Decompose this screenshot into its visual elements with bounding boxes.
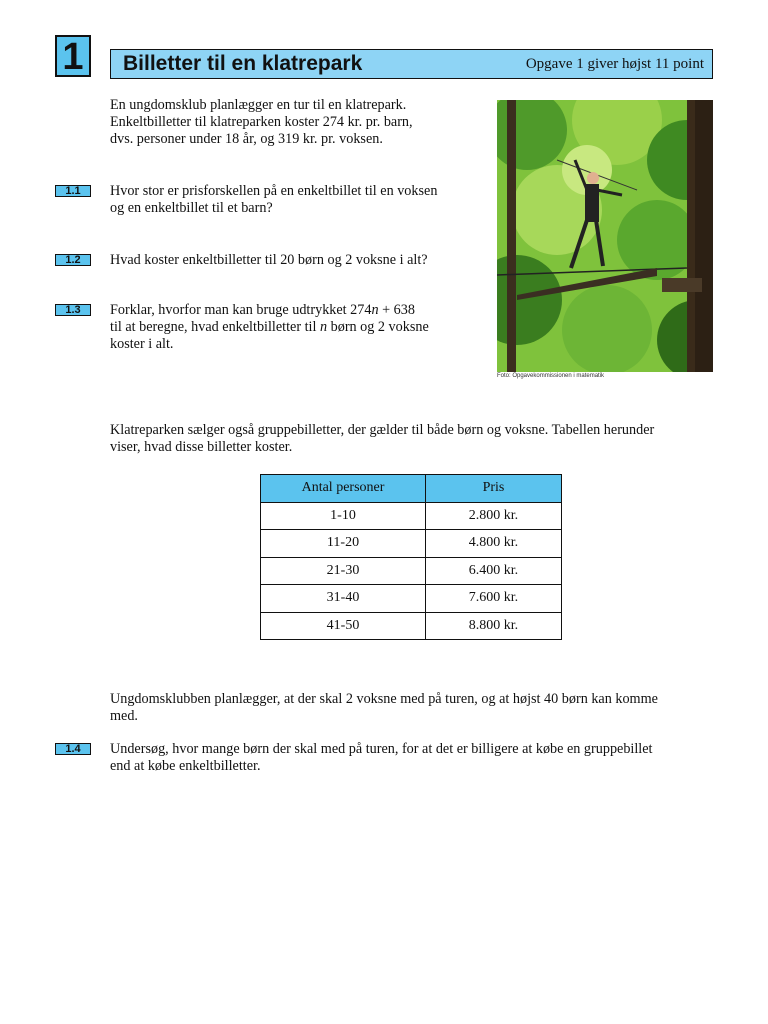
task-number-box: 1	[55, 35, 91, 77]
question-tag-1-2: 1.2	[55, 254, 91, 266]
question-1-2: Hvad koster enkeltbilletter til 20 børn og 2 voksne i alt?	[110, 252, 428, 268]
intro-text: En ungdomsklub planlægger en tur til en klatrepark. Enkeltbilletter til klatreparken koster 274 kr. pr. barn, dvs. personer under 18 år, og 319 kr. pr. voksen.	[110, 97, 413, 147]
table-cell-price: 7.600 kr.	[426, 585, 562, 613]
title-bar	[110, 49, 713, 79]
table-cell-persons: 1-10	[261, 502, 426, 530]
table-cell-persons: 31-40	[261, 585, 426, 613]
question-tag-1-4: 1.4	[55, 743, 91, 755]
table-header-price: Pris	[426, 475, 562, 503]
page-title: Billetter til en klatrepark	[123, 52, 363, 75]
table-cell-persons: 41-50	[261, 612, 426, 640]
table-row	[261, 530, 562, 558]
price-table	[260, 474, 562, 640]
table-cell-price: 2.800 kr.	[426, 502, 562, 530]
question-1-1: Hvor stor er prisforskellen på en enkeltbillet til en voksen og en enkeltbillet til et barn?	[110, 183, 438, 216]
question-1-3: Forklar, hvorfor man kan bruge udtrykket 274n + 638 til at beregne, hvad enkeltbilletter til n børn og 2 voksne koster i alt.	[110, 302, 429, 352]
table-cell-persons: 11-20	[261, 530, 426, 558]
question-tag-1-1: 1.1	[55, 185, 91, 197]
question-1-4: Undersøg, hvor mange børn der skal med på turen, for at det er billigere at købe en gruppebillet end at købe enkeltbilletter.	[110, 741, 653, 774]
table-row	[261, 585, 562, 613]
plan-text: Ungdomsklubben planlægger, at der skal 2 voksne med på turen, og at højst 40 børn kan komme med.	[110, 691, 658, 724]
photo-credit: Foto: Opgavekommissionen i matematik	[497, 373, 605, 379]
question-tag-1-3: 1.3	[55, 304, 91, 316]
table-row	[261, 557, 562, 585]
photo-illustration	[497, 100, 713, 372]
table-header-persons: Antal personer	[261, 475, 426, 503]
table-cell-persons: 21-30	[261, 557, 426, 585]
table-header-row	[261, 475, 562, 503]
points-label: Opgave 1 giver højst 11 point	[525, 56, 704, 72]
table-cell-price: 8.800 kr.	[426, 612, 562, 640]
table-cell-price: 6.400 kr.	[426, 557, 562, 585]
group-ticket-text: Klatreparken sælger også gruppebilletter, der gælder til både børn og voksne. Tabellen herunder viser, hvad disse billetter koster.	[110, 422, 655, 455]
table-cell-price: 4.800 kr.	[426, 530, 562, 558]
climbing-park-photo	[497, 100, 713, 372]
table-row	[261, 612, 562, 640]
table-row	[261, 502, 562, 530]
